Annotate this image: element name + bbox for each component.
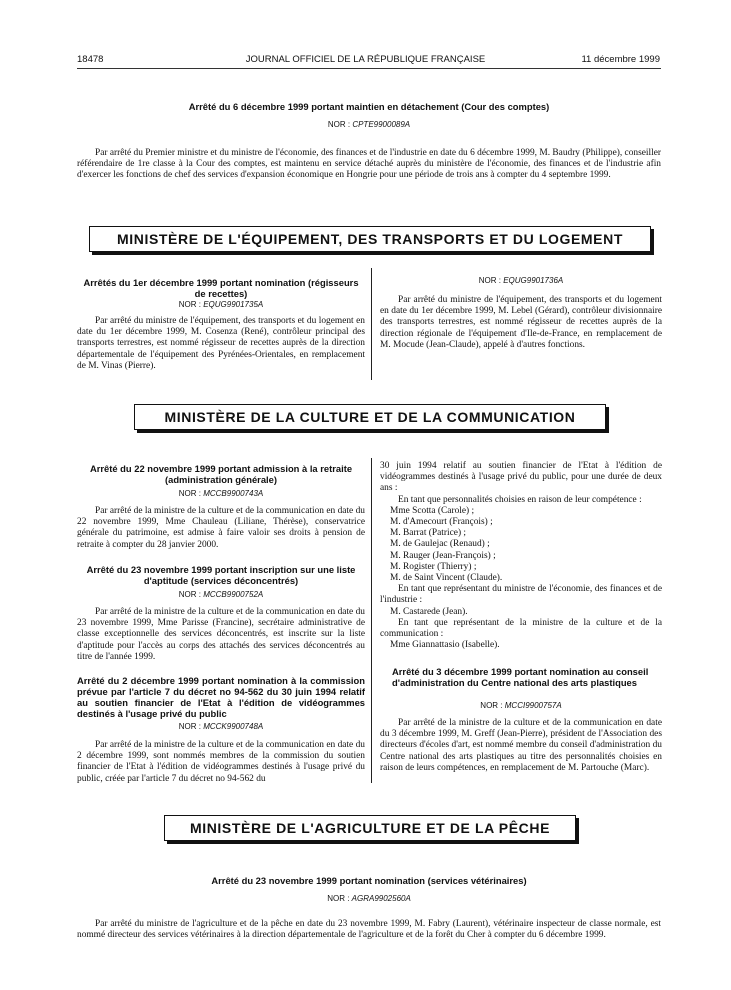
ministry-heading-equipement: MINISTÈRE DE L'ÉQUIPEMENT, DES TRANSPORTS ET DU LOGEMENT [89, 226, 651, 252]
header-rule [77, 68, 661, 69]
decree-body: Par arrêté du ministre de l'équipement, des transports et du logement en date du 1er décembre 1999, M. Cosenza (René), contrôleur principal des transports terrestres, est nommé régisseur de recettes auprès de la direction départementale de l'équipement des Pyrénées-Orientales, en remplacement de M. Vinas (Pierre). [77, 316, 365, 371]
issue-date: 11 décembre 1999 [581, 54, 660, 65]
member-name: M. Rogister (Thierry) ; [390, 561, 477, 572]
decree-title-services-veterinaires: Arrêté du 23 novembre 1999 portant nomination (services vétérinaires) [211, 875, 527, 886]
decree-body: Par arrêté du Premier ministre et du ministre de l'économie, des finances et de l'industrie en date du 6 décembre 1999, M. Baudry (Philippe), conseiller référendaire de 1re classe à la Cour des comptes, est maintenu en service détaché auprès du ministère de l'économie, des finances et de l'industrie afin d'exercer les fonctions de chef des services d'expansion économique en Hongrie pour une période de trois ans à compter du 4 septembre 1999. [77, 148, 661, 181]
member-name: M. de Gaulejac (Renaud) ; [390, 539, 490, 550]
member-name: Mme Giannattasio (Isabelle). [390, 640, 500, 651]
ministry-heading-culture: MINISTÈRE DE LA CULTURE ET DE LA COMMUNICATION [134, 404, 606, 430]
decree-title-retraite: Arrêté du 22 novembre 1999 portant admission à la retraite (administration générale) [89, 463, 353, 485]
nor-reference: NOR : AGRA9902560A [327, 894, 411, 903]
decree-title-commission: Arrêté du 2 décembre 1999 portant nomination à la commission prévue par l'article 7 du décret no 94-562 du 30 juin 1994 relatif au soutien financier de l'Etat à l'édition de vidéogrammes destinés à l'usage privé du public [77, 675, 365, 719]
member-name: Mme Scotta (Carole) ; [390, 505, 475, 516]
column-divider [371, 268, 372, 380]
decree-body-continuation: 30 juin 1994 relatif au soutien financier de l'Etat à l'édition de vidéogrammes destinés à l'usage privé du public, pour une durée de deux ans : En tant que personnalités choisies en raison de leur compétence : Mme Scotta (Carole) ; M. d'Amecourt (François) ; M. Barrat (Patrice) ; M. de Gaulejac (Renaud) ; M. Rauger (Jean-François) ; M. Rogister (Thierry) ; M. de Saint Vincent (Claude). En tant que représentant du ministre de l'économie, des finances et de l'industrie : M. Castarede (Jean). En tant que représentant de la ministre de la culture et de la communication : Mme Giannattasio (Isabelle). [380, 461, 662, 651]
member-name: M. Barrat (Patrice) ; [390, 528, 467, 539]
journal-title: JOURNAL OFFICIEL DE LA RÉPUBLIQUE FRANÇAISE [245, 54, 486, 65]
nor-reference: NOR : EQUG9901735A [178, 300, 264, 309]
decree-body: Par arrêté de la ministre de la culture et de la communication en date du 22 novembre 1999, Mme Chauleau (Liliane, Thérèse), conservatrice générale du patrimoine, est admise à faire valoir ses droits à pension de retraite à compter du 28 janvier 2000. [77, 506, 365, 550]
column-divider [371, 458, 372, 783]
decree-body: Par arrêté de la ministre de la culture et de la communication en date du 3 décembre 1999, M. Greff (Jean-Pierre), président de l'Association des directeurs d'écoles d'art, est nommé membre du conseil d'administration du Centre national des arts plastiques au titre des personnalités choisies en raison de leurs compétences, en remplacement de M. Partouche (Marc). [380, 718, 662, 773]
nor-reference: NOR : EQUG9901736A [478, 276, 564, 285]
nor-reference: NOR : CPTE9900089A [327, 120, 411, 129]
ministry-heading-agriculture: MINISTÈRE DE L'AGRICULTURE ET DE LA PÊCHE [164, 815, 576, 841]
member-name: M. d'Amecourt (François) ; [390, 517, 493, 528]
member-name: M. Castarede (Jean). [390, 606, 468, 617]
decree-title-arts-plastiques: Arrêté du 3 décembre 1999 portant nomination au conseil d'administration du Centre national des arts plastiques [392, 666, 649, 688]
member-name: M. Rauger (Jean-François) ; [390, 550, 496, 561]
page-number: 18478 [77, 54, 104, 65]
member-name: M. de Saint Vincent (Claude). [390, 573, 503, 584]
nor-reference: NOR : MCCB9900743A [178, 489, 264, 498]
nor-reference: NOR : MCCB9900752A [178, 590, 264, 599]
decree-body: Par arrêté de la ministre de la culture et de la communication en date du 23 novembre 1999, Mme Parisse (Francine), secrétaire administrative de classe exceptionnelle des services déconcentrés, est inscrite sur la liste d'aptitude pour l'accès au corps des attachés des services déconcentrés au titre de l'année 1999. [77, 607, 365, 662]
decree-title-regisseurs: Arrêtés du 1er décembre 1999 portant nomination (régisseurs de recettes) [83, 277, 359, 299]
nor-reference: NOR : MCCI9900757A [480, 701, 562, 710]
decree-title-liste-aptitude: Arrêté du 23 novembre 1999 portant inscription sur une liste d'aptitude (services déconcentrés) [86, 564, 356, 586]
nor-reference: NOR : MCCK9900748A [178, 722, 264, 731]
decree-body: Par arrêté du ministre de l'agriculture et de la pêche en date du 23 novembre 1999, M. Fabry (Laurent), vétérinaire inspecteur de classe normale, est nommé directeur des services vétérinaires à la direction départementale de l'agriculture et de la forêt du Cher à compter du 6 décembre 1999. [77, 919, 661, 941]
decree-body: Par arrêté de la ministre de la culture et de la communication en date du 2 décembre 1999, sont nommés membres de la commission du soutien financier de l'Etat à l'édition de vidéogrammes destinés à l'usage privé du public, créée par l'article 7 du décret no 94-562 du [77, 740, 365, 784]
decree-body: Par arrêté du ministre de l'équipement, des transports et du logement en date du 1er décembre 1999, M. Lebel (Gérard), contrôleur divisionnaire des transports terrestres, est nommé régisseur de recettes auprès de la direction régionale de l'équipement d'Ile-de-France, en remplacement de M. Mocude (Jean-Claude), appelé à d'autres fonctions. [380, 295, 662, 350]
decree-title-cour-des-comptes: Arrêté du 6 décembre 1999 portant maintien en détachement (Cour des comptes) [188, 101, 550, 112]
